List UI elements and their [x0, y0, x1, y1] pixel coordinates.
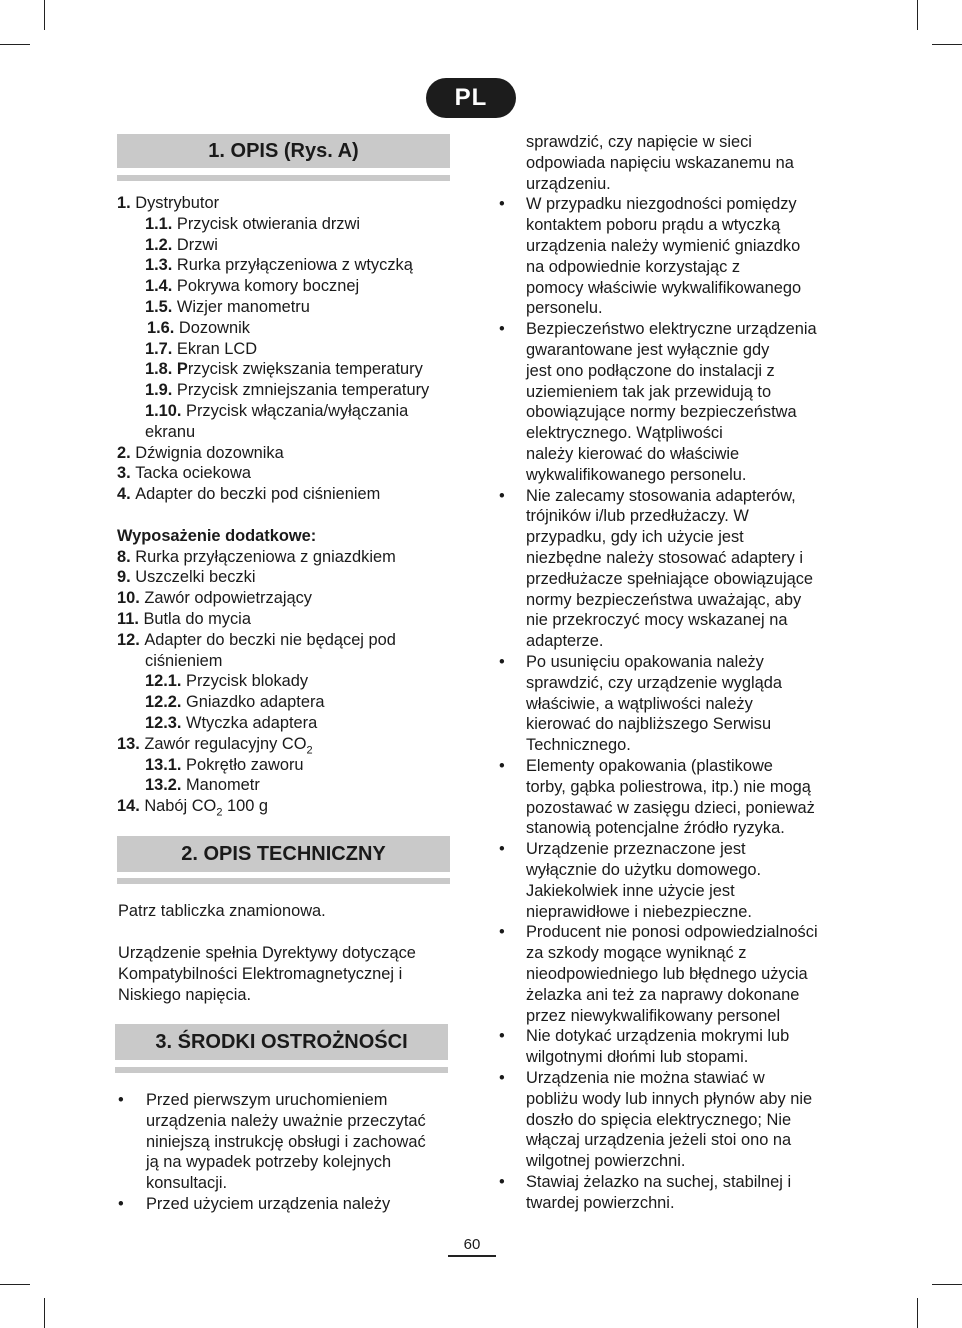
item-number: 1.6. [147, 318, 179, 337]
bullet-line: wyłącznie do użytku domowego. [526, 861, 762, 879]
bullet-line: kierować do najbliższego Serwisu [526, 715, 772, 734]
crop-mark [0, 1284, 30, 1285]
item-text: Butla do mycia [143, 610, 251, 628]
crop-mark [917, 1298, 918, 1328]
crop-mark [44, 0, 45, 30]
list-item [145, 692, 325, 713]
paragraph-line: Kompatybilności Elektromagnetycznej i [118, 965, 403, 983]
bullet-line: sprawdzić, czy napięcie w sieci [526, 133, 752, 151]
bullet-line: uziemieniem tak jak przewidują to [526, 382, 772, 401]
bullet-line: właściwie, a wątpliwości należy [526, 694, 753, 713]
item-text: Uszczelki beczki [135, 568, 256, 587]
bullet-line: ją na wypadek potrzeby kolejnych [146, 1153, 392, 1172]
item-text: Adapter do beczki pod ciśnieniem [135, 485, 381, 504]
bullet-line: niniejszą instrukcję obsługi i zachować [146, 1132, 426, 1151]
bullet-point: • [499, 757, 505, 775]
item-text: Wtyczka adaptera [186, 714, 318, 732]
item-text: Manometr [186, 776, 260, 795]
bullet-line: Stawiaj żelazko na suchej, stabilnej i [526, 1173, 792, 1191]
bullet-line: pozostawać w zasięgu dzieci, ponieważ [526, 798, 815, 817]
bullet-line: Przed użyciem urządzenia należy [146, 1195, 391, 1213]
bullet-line: Po usunięciu opakowania należy [526, 653, 764, 671]
item-text: Zawór regulacyjny CO [144, 734, 307, 753]
bullet-line: urządzenia należy uważnie przeczytać [146, 1111, 426, 1130]
bullet-line: przez niewykwalifikowany personel [526, 1006, 781, 1025]
item-number: 13. [117, 734, 145, 753]
bullet-line: obowiązujące normy bezpieczeństwa [526, 403, 797, 422]
heading-underline [117, 878, 450, 884]
paragraph-line: Niskiego napięcia. [118, 986, 252, 1004]
bullet-line: trójników i/lub przedłużaczy. W [526, 507, 749, 526]
item-text: Adapter do beczki nie będącej pod [144, 630, 396, 649]
item-number: 3. [117, 464, 136, 483]
item-text: Rurka przyłączeniowa z gniazdkiem [135, 547, 396, 566]
item-number: 1.8. P [145, 360, 188, 379]
subscript: 2 [216, 806, 223, 819]
section-2-heading: 2. OPIS TECHNICZNY [117, 836, 450, 872]
list-item [145, 235, 218, 256]
list-item [117, 463, 251, 484]
bullet-line: gwarantowane jest wyłącznie gdy [526, 341, 770, 359]
section-3-heading: 3. ŚRODKI OSTROŻNOŚCI [115, 1024, 448, 1060]
bullet-point: • [499, 195, 505, 214]
bullet-line: Nie dotykać urządzenia mokrymi lub [526, 1027, 790, 1046]
item-number: 1.5. [145, 298, 177, 316]
bullet-line: przedłużacze spełniające obowiązujące [526, 569, 814, 588]
bullet-point: • [499, 1027, 505, 1046]
bullet-line: za szkody mogące wyniknąć z [526, 944, 747, 963]
bullet-point: • [499, 653, 505, 671]
item-number: 2. [117, 443, 136, 462]
bullet-point: • [499, 1069, 505, 1087]
item-text: Dozownik [178, 318, 250, 337]
item-number: 1.7. [145, 339, 177, 358]
item-number: 13.2. [145, 776, 187, 795]
item-number: 12. [117, 630, 145, 649]
item-text: Zawór odpowietrzający [144, 589, 312, 608]
heading-underline [117, 175, 450, 181]
item-text: Wizjer manometru [176, 298, 310, 316]
item-number: 4. [117, 485, 136, 504]
bullet-line: Bezpieczeństwo elektryczne urządzenia [526, 320, 817, 339]
item-text: Przycisk zmniejszania temperatury [176, 381, 430, 400]
list-item [117, 588, 312, 609]
item-text: ekranu [145, 422, 196, 441]
item-number: 12.3. [145, 714, 187, 732]
bullet-line: personelu. [526, 299, 603, 318]
bullet-line: Technicznego. [526, 736, 631, 755]
item-number: 1.4. [145, 277, 177, 296]
heading-underline [115, 1067, 448, 1073]
bullet-point: • [499, 923, 505, 942]
page-number: 60 [448, 1236, 496, 1257]
bullet-line: doszło do spięcia elektrycznego; Nie [526, 1110, 792, 1129]
list-item [145, 755, 304, 776]
item-number: 1.3. [145, 256, 177, 275]
list-item [145, 651, 222, 672]
section-1-heading: 1. OPIS (Rys. A) [117, 134, 450, 168]
paragraph-line: Patrz tabliczka znamionowa. [118, 902, 326, 920]
bullet-line: wilgotnej powierzchni. [526, 1152, 686, 1171]
item-number: 1.2. [145, 235, 177, 254]
list-item [117, 193, 219, 214]
item-suffix: 100 g [222, 797, 269, 816]
bullet-line: Urządzenia nie można stawiać w [526, 1069, 765, 1087]
bullet-point: • [118, 1195, 124, 1213]
bullet-line: na odpowiednie korzystając z [526, 257, 741, 276]
bullet-line: nie przekroczyć mocy wskazanej na [526, 611, 788, 630]
bullet-line: W przypadku niezgodności pomiędzy [526, 195, 797, 214]
list-item [117, 630, 396, 651]
bullet-line: elektrycznego. Wątpliwości [526, 424, 723, 443]
bullet-line: stanowią potencjalne źródło ryzyka. [526, 819, 785, 838]
list-item [145, 297, 310, 318]
bullet-line: adapterze. [526, 632, 604, 651]
bullet-line: niezbędne należy stosować adaptery i [526, 549, 803, 567]
item-text: rzycisk zwiększania temperatury [187, 360, 423, 379]
bullet-line: nieodpowiedniego lub błędnego użycia [526, 965, 808, 983]
bullet-line: wykwalifikowanego personelu. [526, 465, 747, 484]
bullet-line: przypadku, gdy ich użycie jest [526, 528, 744, 547]
bullet-line: należy kierować do właściwie [526, 445, 740, 463]
item-number: 14. [117, 797, 145, 816]
item-number: 1. [117, 194, 136, 212]
item-text: ciśnieniem [145, 651, 223, 670]
list-item [145, 422, 195, 443]
list-item [145, 671, 308, 692]
bullet-line: nieprawidłowe i niebezpieczne. [526, 902, 752, 921]
bullet-line: pobliżu wody lub innych płynów aby nie [526, 1089, 813, 1108]
bullet-line: Urządzenie przeznaczone jest [526, 840, 746, 859]
list-item [145, 775, 260, 796]
bullet-line: urządzenia należy wymienić gniazdko [526, 237, 801, 255]
list-item [145, 401, 408, 422]
bullet-line: Producent nie ponosi odpowiedzialności [526, 923, 818, 942]
item-number: 1.9. [145, 381, 177, 400]
crop-mark [0, 44, 30, 45]
bullet-point: • [118, 1091, 124, 1109]
item-number: 13.1. [145, 755, 187, 774]
list-item [117, 484, 380, 505]
crop-mark [932, 1284, 962, 1285]
item-text: Rurka przyłączeniowa z wtyczką [176, 256, 413, 275]
list-item [117, 547, 396, 568]
bullet-line: sprawdzić, czy urządzenie wygląda [526, 673, 782, 692]
item-text: Przycisk otwierania drzwi [176, 214, 360, 233]
item-text: Nabój CO [144, 797, 217, 816]
item-text: Tacka ociekowa [135, 464, 251, 483]
bullet-line: kontaktem poboru prądu a wtyczką [526, 216, 781, 235]
bullet-line: włączaj urządzenia jeżeli stoi ono na [526, 1131, 792, 1150]
item-text: Pokrętło zaworu [186, 755, 304, 774]
list-item [145, 339, 257, 360]
bullet-line: torby, gąbka poliestrowa, itp.) nie mogą [526, 777, 811, 796]
item-text: Przycisk włączania/wyłączania [186, 402, 409, 420]
item-text: Drzwi [176, 235, 218, 254]
accessories-heading: Wyposażenie dodatkowe: [117, 526, 317, 545]
bullet-point: • [499, 1173, 505, 1191]
crop-mark [44, 1298, 45, 1328]
list-item [145, 713, 317, 734]
list-item [145, 380, 429, 401]
list-item [147, 318, 250, 339]
bullet-point: • [499, 320, 505, 339]
bullet-line: jest ono podłączone do instalacji z [526, 361, 775, 380]
language-badge: PL [426, 78, 516, 118]
list-item [145, 255, 413, 276]
item-text: Przycisk blokady [186, 672, 309, 691]
crop-mark [917, 0, 918, 30]
item-number: 1.10. [145, 402, 187, 420]
bullet-line: Przed pierwszym uruchomieniem [146, 1091, 388, 1109]
bullet-line: konsultacji. [146, 1174, 228, 1193]
item-number: 10. [117, 589, 145, 608]
item-number: 11. [117, 610, 144, 628]
item-number: 9. [117, 568, 136, 587]
bullet-line: pomocy właściwie wykwalifikowanego [526, 278, 802, 297]
list-item [117, 609, 251, 630]
item-text: Ekran LCD [176, 339, 258, 358]
subscript: 2 [306, 744, 313, 757]
bullet-line: twardej powierzchni. [526, 1193, 675, 1212]
item-number: 8. [117, 547, 136, 566]
crop-mark [932, 44, 962, 45]
bullet-line: żelazka ani też za naprawy dokonane [526, 985, 800, 1004]
bullet-line: urządzeniu. [526, 174, 611, 193]
list-item [117, 796, 268, 823]
list-item [117, 443, 284, 464]
bullet-point: • [499, 840, 505, 859]
item-number: 12.1. [145, 672, 187, 691]
list-item [117, 567, 255, 588]
bullet-line: normy bezpieczeństwa uważając, aby [526, 590, 802, 609]
list-item [145, 359, 423, 380]
bullet-point: • [499, 486, 505, 505]
bullet-line: Elementy opakowania (plastikowe [526, 757, 773, 775]
bullet-line: Jakiekolwiek inne użycie jest [526, 881, 735, 900]
item-number: 1.1. [145, 214, 177, 233]
list-item [145, 276, 359, 297]
bullet-line: odpowiada napięciu wskazanemu na [526, 153, 794, 172]
item-text: Gniazdko adaptera [186, 693, 325, 712]
bullet-line: wilgotnymi dłońmi lub stopami. [526, 1048, 749, 1067]
item-text: Dystrybutor [135, 194, 220, 212]
item-text: Pokrywa komory bocznej [176, 277, 360, 296]
item-text: Dźwignia dozownika [135, 443, 284, 462]
bullet-line: Nie zalecamy stosowania adapterów, [526, 486, 796, 505]
item-number: 12.2. [145, 693, 187, 712]
list-item [145, 214, 360, 235]
paragraph-line: Urządzenie spełnia Dyrektywy dotyczące [118, 944, 416, 962]
